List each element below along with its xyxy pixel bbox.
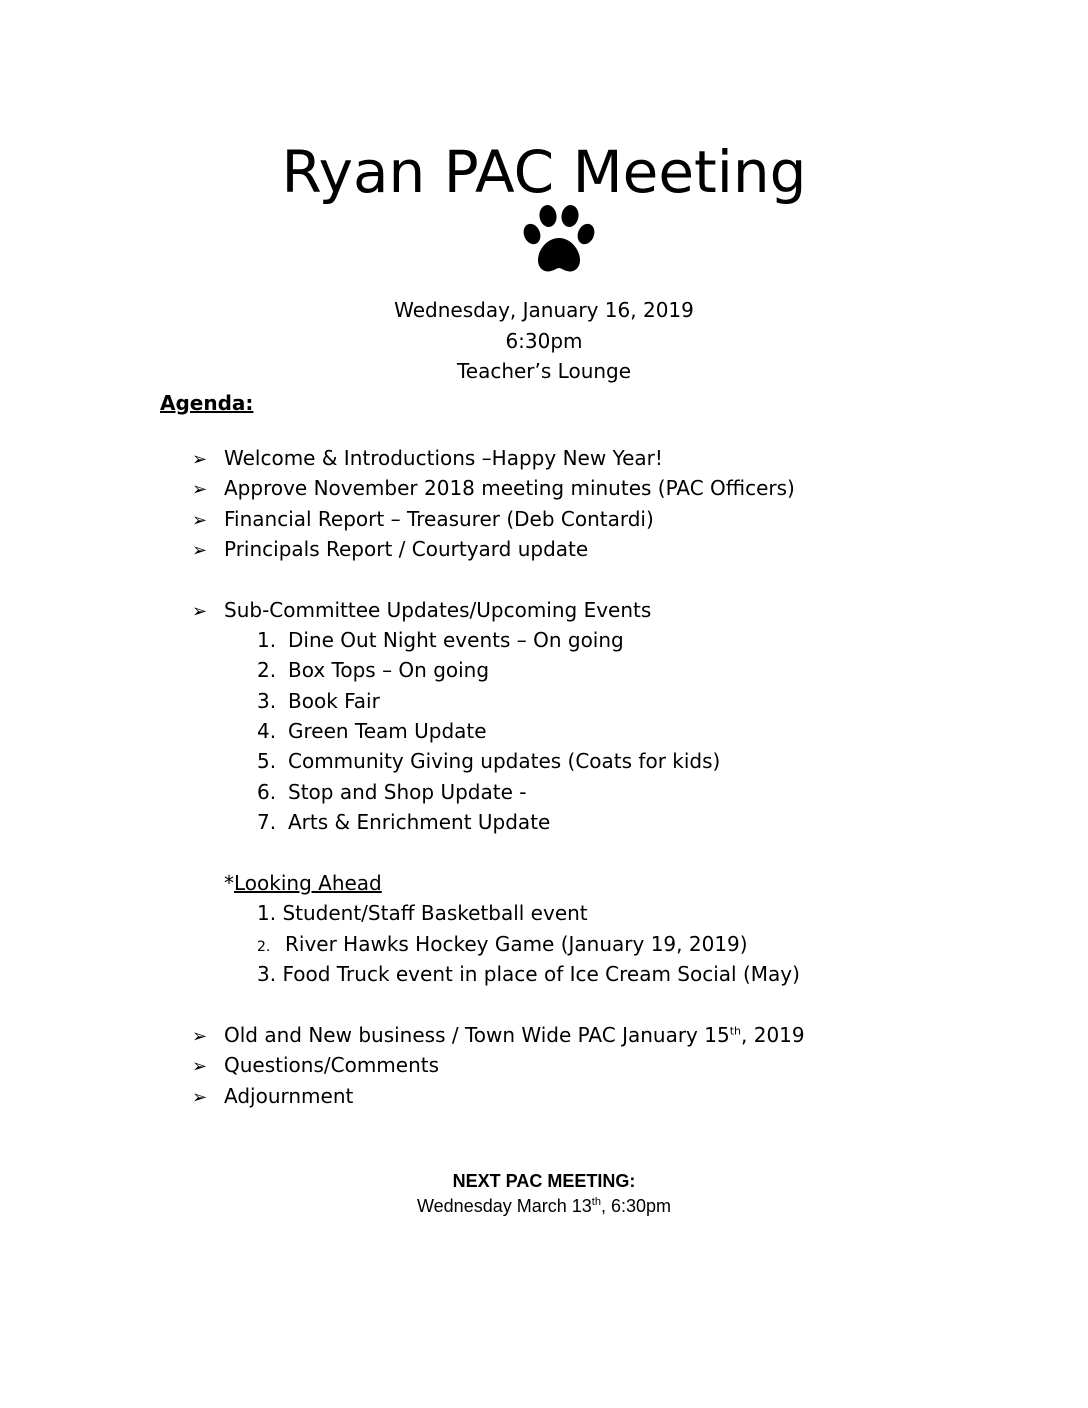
list-item: 5. Community Giving updates (Coats for kids): [257, 749, 721, 773]
arrow-bullet-icon: ➢: [192, 601, 208, 622]
list-item: 2. Box Tops – On going: [257, 658, 490, 682]
list-item: 1. Student/Staff Basketball event: [257, 901, 588, 925]
meeting-location: Teacher’s Lounge: [456, 359, 632, 383]
arrow-bullet-icon: ➢: [192, 1026, 208, 1047]
next-meeting-date: Wednesday March 13th, 6:30pm: [417, 1196, 671, 1216]
next-meeting-heading: NEXT PAC MEETING:: [452, 1171, 636, 1191]
arrow-bullet-icon: ➢: [192, 479, 208, 500]
list-item: 2. River Hawks Hockey Game (January 19, 2019): [257, 932, 748, 956]
agenda-item: ➢ Welcome & Introductions –Happy New Year!: [192, 446, 663, 470]
agenda-item: ➢ Approve November 2018 meeting minutes (PAC Officers): [192, 476, 795, 500]
agenda-item: ➢ Principals Report / Courtyard update: [192, 537, 589, 561]
list-item: 4. Green Team Update: [257, 719, 487, 743]
arrow-bullet-icon: ➢: [192, 1087, 208, 1108]
arrow-bullet-icon: ➢: [192, 1056, 208, 1077]
list-item: 3. Book Fair: [257, 689, 380, 713]
agenda-item: ➢ Adjournment: [192, 1084, 354, 1108]
agenda-item: ➢ Questions/Comments: [192, 1053, 440, 1077]
meeting-time: 6:30pm: [505, 329, 583, 353]
agenda-heading: Agenda:: [160, 391, 254, 415]
agenda-item: ➢ Old and New business / Town Wide PAC January 15th, 2019: [192, 1023, 805, 1047]
list-item: 6. Stop and Shop Update -: [257, 780, 527, 804]
list-item: 3. Food Truck event in place of Ice Cream Social (May): [257, 962, 800, 986]
looking-ahead-heading: *Looking Ahead: [224, 871, 382, 895]
paw-print-icon: [521, 204, 597, 276]
meeting-date: Wednesday, January 16, 2019: [394, 298, 694, 322]
agenda-item: ➢ Financial Report – Treasurer (Deb Contardi): [192, 507, 654, 531]
list-item: 1. Dine Out Night events – On going: [257, 628, 624, 652]
arrow-bullet-icon: ➢: [192, 510, 208, 531]
list-item: 7. Arts & Enrichment Update: [257, 810, 551, 834]
arrow-bullet-icon: ➢: [192, 449, 208, 470]
arrow-bullet-icon: ➢: [192, 540, 208, 561]
subcommittee-heading: ➢ Sub-Committee Updates/Upcoming Events: [192, 598, 652, 622]
document-title: Ryan PAC Meeting: [281, 138, 807, 206]
